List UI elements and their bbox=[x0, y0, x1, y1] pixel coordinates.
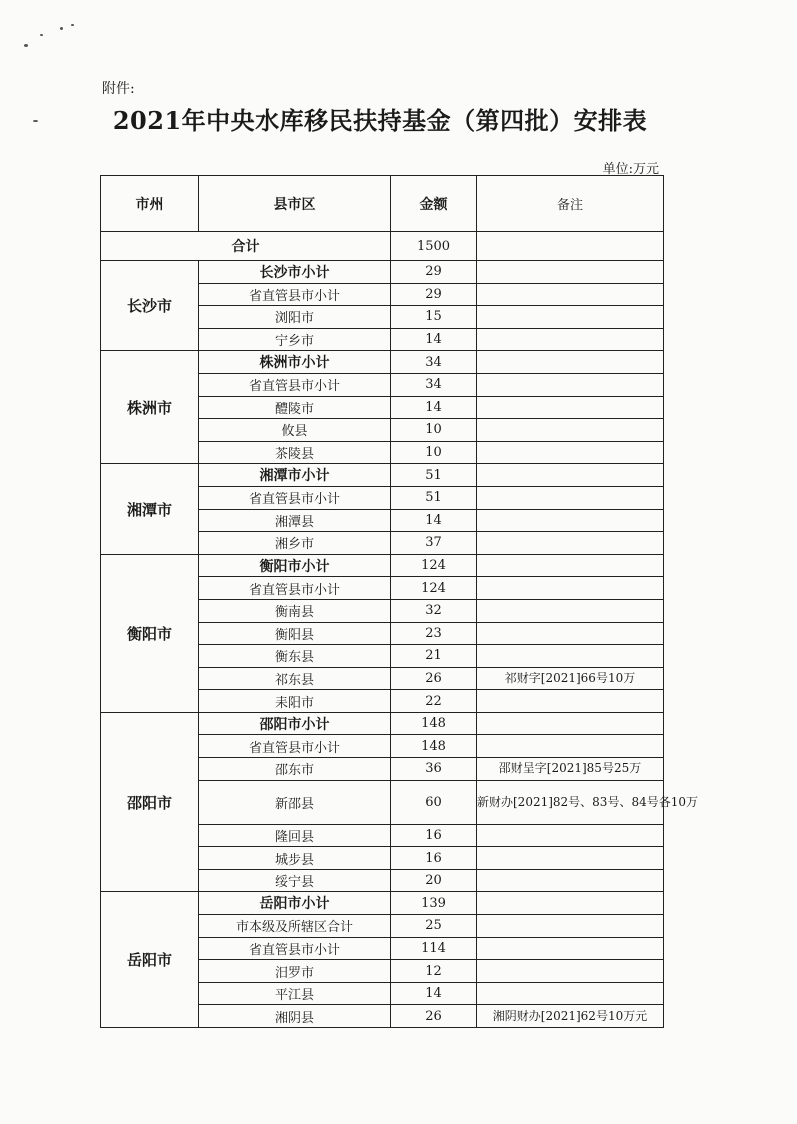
note-cell bbox=[477, 892, 664, 915]
header-county: 县市区 bbox=[199, 176, 391, 232]
city-cell: 株洲市 bbox=[101, 351, 199, 464]
amount-cell: 51 bbox=[391, 486, 477, 509]
county-cell: 衡东县 bbox=[199, 645, 391, 668]
note-cell bbox=[477, 690, 664, 713]
note-cell bbox=[477, 599, 664, 622]
note-cell: 邵财呈字[2021]85号25万 bbox=[477, 758, 664, 781]
county-cell: 宁乡市 bbox=[199, 328, 391, 351]
county-cell: 省直管县市小计 bbox=[199, 577, 391, 600]
title-area bbox=[0, 104, 797, 148]
subtotal-label: 株洲市小计 bbox=[199, 351, 391, 374]
county-cell: 衡南县 bbox=[199, 599, 391, 622]
total-label: 合计 bbox=[101, 232, 391, 261]
table-row bbox=[101, 464, 664, 487]
county-cell: 湘乡市 bbox=[199, 532, 391, 555]
note-cell bbox=[477, 306, 664, 329]
note-cell bbox=[477, 735, 664, 758]
scan-speck bbox=[40, 34, 43, 36]
note-cell bbox=[477, 419, 664, 442]
amount-cell: 25 bbox=[391, 915, 477, 938]
county-cell: 湘潭县 bbox=[199, 509, 391, 532]
table-row bbox=[101, 554, 664, 577]
unit-label: 单位:万元 bbox=[602, 162, 659, 177]
county-cell: 汨罗市 bbox=[199, 960, 391, 983]
amount-cell: 10 bbox=[391, 441, 477, 464]
annex-label: 附件: bbox=[102, 81, 135, 97]
county-cell: 省直管县市小计 bbox=[199, 283, 391, 306]
amount-cell: 14 bbox=[391, 509, 477, 532]
note-cell bbox=[477, 532, 664, 555]
note-cell bbox=[477, 824, 664, 847]
total-row bbox=[101, 232, 664, 261]
amount-cell: 37 bbox=[391, 532, 477, 555]
table-row bbox=[101, 712, 664, 735]
amount-cell: 12 bbox=[391, 960, 477, 983]
note-cell bbox=[477, 464, 664, 487]
note-cell bbox=[477, 396, 664, 419]
amount-cell: 29 bbox=[391, 283, 477, 306]
county-cell: 衡阳县 bbox=[199, 622, 391, 645]
note-cell bbox=[477, 915, 664, 938]
county-cell: 省直管县市小计 bbox=[199, 735, 391, 758]
note-cell bbox=[477, 373, 664, 396]
county-cell: 省直管县市小计 bbox=[199, 937, 391, 960]
amount-cell: 34 bbox=[391, 351, 477, 374]
table-row bbox=[101, 351, 664, 374]
county-cell: 浏阳市 bbox=[199, 306, 391, 329]
scan-speck bbox=[71, 24, 74, 26]
amount-cell: 16 bbox=[391, 824, 477, 847]
note-cell bbox=[477, 960, 664, 983]
document-title: 2021年中央水库移民扶持基金（第四批）安排表 bbox=[112, 106, 648, 135]
amount-cell: 15 bbox=[391, 306, 477, 329]
subtotal-label: 衡阳市小计 bbox=[199, 554, 391, 577]
amount-cell: 14 bbox=[391, 396, 477, 419]
header-amount: 金额 bbox=[391, 176, 477, 232]
county-cell: 新邵县 bbox=[199, 780, 391, 824]
amount-cell: 29 bbox=[391, 261, 477, 284]
amount-cell: 14 bbox=[391, 328, 477, 351]
amount-cell: 32 bbox=[391, 599, 477, 622]
county-cell: 市本级及所辖区合计 bbox=[199, 915, 391, 938]
scan-speck bbox=[24, 44, 28, 47]
table-row bbox=[101, 261, 664, 284]
county-cell: 省直管县市小计 bbox=[199, 486, 391, 509]
county-cell: 绥宁县 bbox=[199, 869, 391, 892]
amount-cell: 21 bbox=[391, 645, 477, 668]
amount-cell: 16 bbox=[391, 847, 477, 870]
note-cell: 湘阴财办[2021]62号10万元 bbox=[477, 1005, 664, 1028]
county-cell: 城步县 bbox=[199, 847, 391, 870]
amount-cell: 36 bbox=[391, 758, 477, 781]
table-body bbox=[101, 232, 698, 1028]
note-cell bbox=[477, 982, 664, 1005]
county-cell: 祁东县 bbox=[199, 667, 391, 690]
amount-cell: 10 bbox=[391, 419, 477, 442]
county-cell: 醴陵市 bbox=[199, 396, 391, 419]
amount-cell: 23 bbox=[391, 622, 477, 645]
amount-cell: 20 bbox=[391, 869, 477, 892]
header-city: 市州 bbox=[101, 176, 199, 232]
amount-cell: 148 bbox=[391, 712, 477, 735]
note-cell bbox=[477, 328, 664, 351]
county-cell: 隆回县 bbox=[199, 824, 391, 847]
note-cell bbox=[477, 847, 664, 870]
county-cell: 平江县 bbox=[199, 982, 391, 1005]
note-cell: 新财办[2021]82号、83号、84号各10万 bbox=[477, 780, 664, 824]
note-cell bbox=[477, 441, 664, 464]
county-cell: 攸县 bbox=[199, 419, 391, 442]
scan-speck bbox=[60, 27, 63, 30]
amount-cell: 14 bbox=[391, 982, 477, 1005]
county-cell: 邵东市 bbox=[199, 758, 391, 781]
city-cell: 湘潭市 bbox=[101, 464, 199, 554]
amount-cell: 26 bbox=[391, 667, 477, 690]
total-note bbox=[477, 232, 664, 261]
allocation-table bbox=[100, 175, 698, 1028]
note-cell bbox=[477, 486, 664, 509]
subtotal-label: 岳阳市小计 bbox=[199, 892, 391, 915]
note-cell bbox=[477, 869, 664, 892]
note-cell bbox=[477, 283, 664, 306]
amount-cell: 51 bbox=[391, 464, 477, 487]
amount-cell: 60 bbox=[391, 780, 477, 824]
county-cell: 耒阳市 bbox=[199, 690, 391, 713]
city-cell: 邵阳市 bbox=[101, 712, 199, 892]
amount-cell: 26 bbox=[391, 1005, 477, 1028]
city-cell: 长沙市 bbox=[101, 261, 199, 351]
total-amount: 1500 bbox=[391, 232, 477, 261]
amount-cell: 124 bbox=[391, 554, 477, 577]
note-cell bbox=[477, 351, 664, 374]
amount-cell: 148 bbox=[391, 735, 477, 758]
subtotal-label: 邵阳市小计 bbox=[199, 712, 391, 735]
subtotal-label: 湘潭市小计 bbox=[199, 464, 391, 487]
city-cell: 岳阳市 bbox=[101, 892, 199, 1028]
county-cell: 省直管县市小计 bbox=[199, 373, 391, 396]
note-cell bbox=[477, 554, 664, 577]
amount-cell: 22 bbox=[391, 690, 477, 713]
note-cell bbox=[477, 509, 664, 532]
county-cell: 湘阴县 bbox=[199, 1005, 391, 1028]
note-cell bbox=[477, 622, 664, 645]
note-cell: 祁财字[2021]66号10万 bbox=[477, 667, 664, 690]
note-cell bbox=[477, 577, 664, 600]
table-row bbox=[101, 892, 664, 915]
header-note: 备注 bbox=[477, 176, 664, 232]
amount-cell: 114 bbox=[391, 937, 477, 960]
county-cell: 茶陵县 bbox=[199, 441, 391, 464]
note-cell bbox=[477, 937, 664, 960]
city-cell: 衡阳市 bbox=[101, 554, 199, 712]
subtotal-label: 长沙市小计 bbox=[199, 261, 391, 284]
note-cell bbox=[477, 712, 664, 735]
amount-cell: 124 bbox=[391, 577, 477, 600]
note-cell bbox=[477, 261, 664, 284]
amount-cell: 139 bbox=[391, 892, 477, 915]
amount-cell: 34 bbox=[391, 373, 477, 396]
note-cell bbox=[477, 645, 664, 668]
